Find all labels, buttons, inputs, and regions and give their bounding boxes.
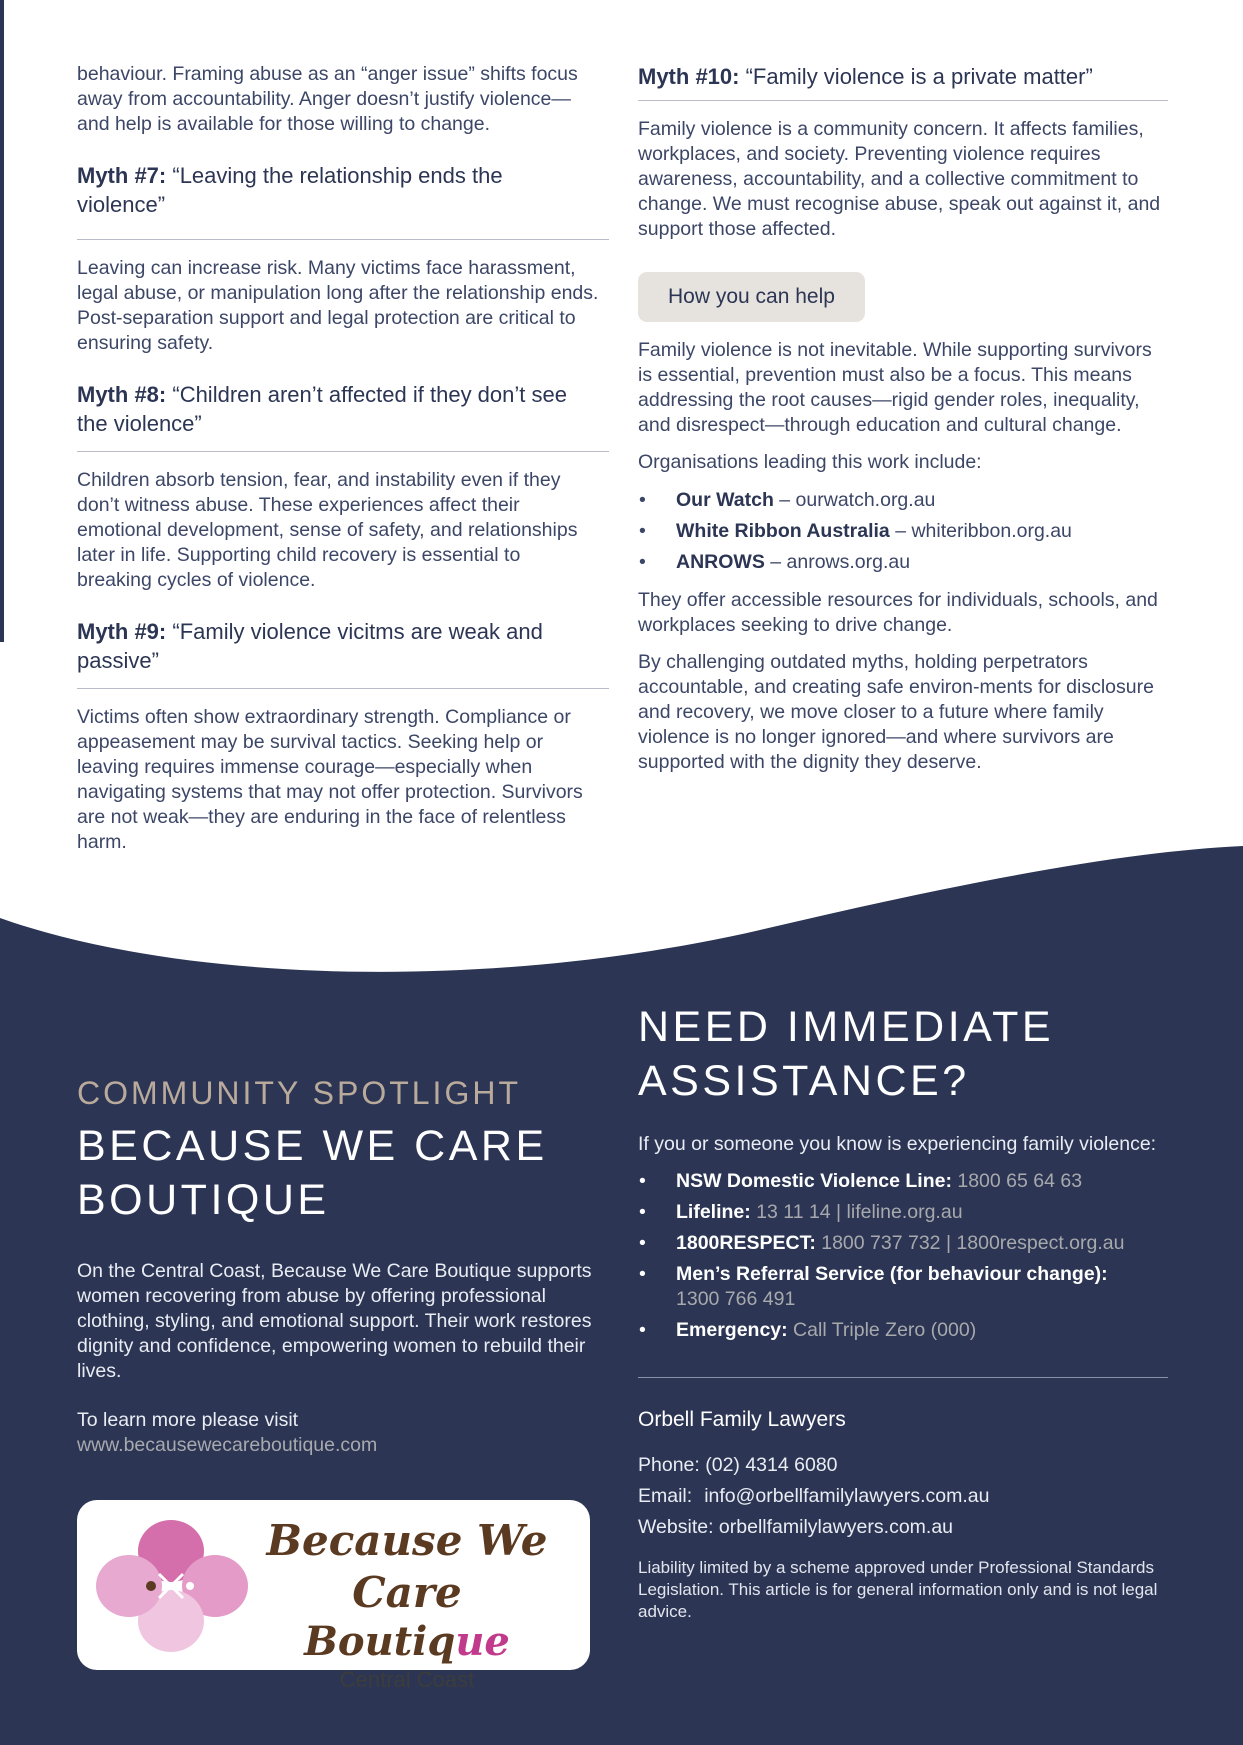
list-item [638,1169,1168,1194]
left-column [77,62,609,855]
helpline-value[interactable]: 1800 737 732 | 1800respect.org.au [815,1232,1125,1254]
immediate-assistance [638,1000,1168,1623]
list-item [638,1318,1168,1343]
bullet-icon: • [639,520,646,542]
phone-label: Phone: [638,1454,700,1476]
list-item [638,1200,1168,1225]
help-paragraph-3: They offer accessible resources for individuals, schools, and workplaces seeking to drive change. [638,589,1158,636]
helpline-list [638,1169,1168,1343]
bullet-icon: • [639,1263,646,1285]
website-label: Website: [638,1516,714,1538]
myth-7 [77,161,609,356]
helpline-value[interactable]: 1300 766 491 [676,1288,796,1310]
helpline-label: Emergency: [676,1319,788,1341]
org-name: ANROWS [676,551,765,573]
myth-label: Myth #8: [77,382,167,407]
divider [77,688,609,689]
community-spotlight [77,1075,617,1458]
logo-wordmark [227,1515,587,1695]
myth-body: Victims often show extraordinary strength. Compliance or appeasement may be survival tactics. Seeking help or leaving requires immense courage—especially when navigating systems that may not offer protection. Survivors are not weak—they are enduring in the face of relentless harm. [77,706,583,853]
helpline-label: NSW Domestic Violence Line: [676,1170,952,1192]
myth-9 [77,617,609,855]
list-item [638,1262,1168,1312]
bullet-icon: • [639,489,646,511]
myth-quote: “Family violence is a private matter” [739,64,1093,89]
website-link[interactable]: orbellfamilylawyers.com.au [713,1516,954,1538]
helpline-label: 1800RESPECT: [676,1232,816,1254]
myth-8 [77,380,609,593]
firm-contacts [638,1450,1168,1543]
myth-10-heading [638,62,1168,91]
myth-quote: “Family violence vicitms are weak and passive” [77,619,543,673]
org-site[interactable]: – ourwatch.org.au [773,489,936,511]
phone-value[interactable]: (02) 4314 6080 [699,1454,838,1476]
firm-name: Orbell Family Lawyers [638,1408,846,1431]
logo-line-3: Central Coast [339,1667,475,1692]
helpline-value[interactable]: Call Triple Zero (000) [787,1319,977,1341]
myth-body: Children absorb tension, fear, and instability even if they don’t witness abuse. These experiences affect their emotional development, sense of safety, and relationships later in life. Supporting child recovery is essential to breaking cycles of violence. [77,469,578,591]
myth-heading [77,161,557,219]
logo-line-2 [227,1619,587,1665]
myth-label: Myth #10: [638,64,740,89]
helpline-value[interactable]: 13 11 14 | lifeline.org.au [750,1201,963,1223]
logo-line-1: Because We Care [266,1516,548,1617]
org-site[interactable]: – whiteribbon.org.au [889,520,1072,542]
myth6-continuation: behaviour. Framing abuse as an “anger issue” shifts focus away from accountability. Anger doesn’t justify violence—and help is available for those willing to change. [77,63,578,135]
list-item [638,547,1168,578]
assistance-title-line: NEED IMMEDIATE [638,1003,1055,1051]
help-paragraph-1: Family violence is not inevitable. While supporting survivors is essential, prevention must also be a focus. This means addressing the root causes—rigid gender roles, inequality, and disrespect—through education and cultural change. [638,339,1152,436]
org-name: Our Watch [676,489,774,511]
help-heading-wrap [638,272,1168,322]
list-item [638,485,1168,516]
spotlight-title-line: BOUTIQUE [77,1176,330,1224]
divider [638,100,1168,101]
helpline-label: Men’s Referral Service (for behaviour change): [676,1263,1108,1285]
spotlight-title-line: BECAUSE WE CARE [77,1122,548,1170]
spotlight-body: On the Central Coast, Because We Care Boutique supports women recovering from abuse by offering professional clothing, styling, and emotional support. Their work restores dignity and confidence, empowering women to rebuild their lives. [77,1260,592,1382]
boutique-url-link[interactable]: www.becausewecareboutique.com [77,1434,378,1456]
bullet-icon: • [639,1201,646,1223]
legal-disclaimer: Liability limited by a scheme approved under Professional Standards Legislation. This article is for general information only and is not legal advice. [638,1558,1158,1621]
assistance-intro: If you or someone you know is experiencing family violence: [638,1133,1157,1155]
list-item [638,516,1168,547]
divider [77,239,609,240]
firm-phone-row [638,1450,1168,1481]
right-column [638,62,1168,775]
assistance-title-line: ASSISTANCE? [638,1057,970,1105]
bullet-icon: • [639,551,646,573]
left-accent-rule [0,0,4,642]
bullet-icon: • [639,1170,646,1192]
logo-line-2b: ue [455,1618,510,1665]
org-name: White Ribbon Australia [676,520,890,542]
myth-quote: “Children aren’t affected if they don’t see the violence” [77,382,567,436]
helpline-value[interactable]: 1800 65 64 63 [951,1170,1083,1192]
spotlight-title [77,1119,617,1227]
organisation-list [638,485,1168,578]
org-site[interactable]: – anrows.org.au [764,551,911,573]
myth-body: Leaving can increase risk. Many victims face harassment, legal abuse, or manipulation long after the relationship ends. Post-separation support and legal protection are critical to ensuring safety. [77,257,599,354]
myth-10-body: Family violence is a community concern. It affects families, workplaces, and society. Preventing violence requires awareness, accountability, and a collective commitment to change. We must recognise abuse, speak out against it, and support those affected. [638,118,1161,240]
firm-email-row [638,1481,1168,1512]
bullet-icon: • [639,1319,646,1341]
learn-more-text: To learn more please visit [77,1409,299,1431]
myth-heading [77,380,597,438]
email-link[interactable]: info@orbellfamilylawyers.com.au [704,1485,990,1507]
helpline-label: Lifeline: [676,1201,751,1223]
bullet-icon: • [639,1232,646,1254]
help-paragraph-4: By challenging outdated myths, holding perpetrators accountable, and creating safe environ-ments for disclosure and recovery, we move closer to a future where family violence is no longer ignored—and where survivors are supported with the dignity they deserve. [638,651,1154,773]
myth-label: Myth #9: [77,619,167,644]
email-label: Email: [638,1485,693,1507]
logo-line-2a: Boutiq [304,1618,456,1665]
divider [77,451,609,452]
divider [638,1377,1168,1378]
help-paragraph-2: Organisations leading this work include: [638,451,982,473]
list-item [638,1231,1168,1256]
myth-heading [77,617,597,675]
firm-website-row [638,1512,1168,1543]
spotlight-kicker: COMMUNITY SPOTLIGHT [77,1075,521,1111]
boutique-logo-card [77,1500,590,1692]
myth-label: Myth #7: [77,163,167,188]
assistance-title [638,1000,1168,1108]
myth-quote: “Leaving the relationship ends the violence” [77,163,503,217]
how-you-can-help-heading: How you can help [638,272,865,322]
